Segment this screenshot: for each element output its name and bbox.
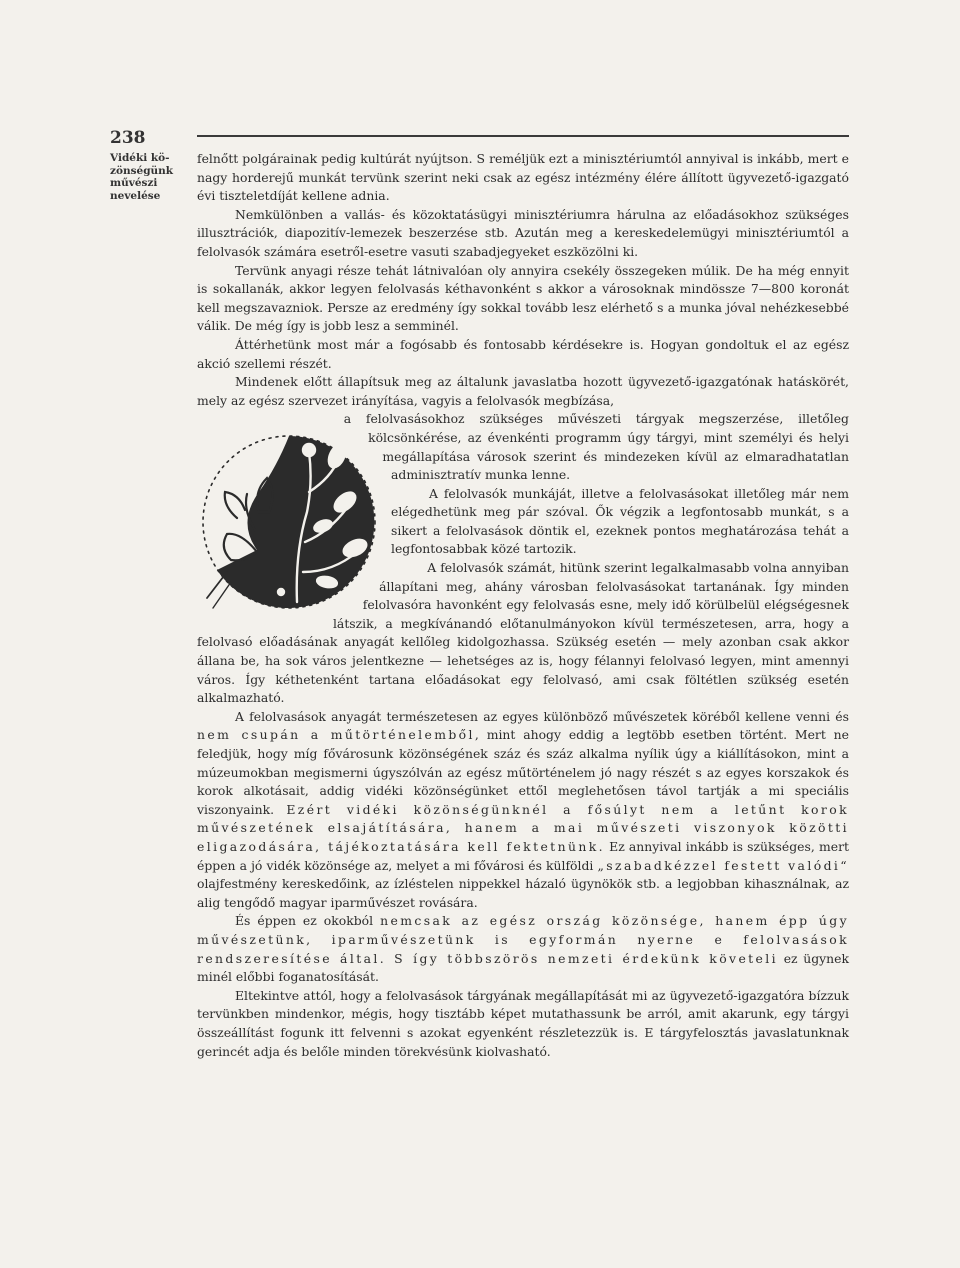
text-run: Ez annyival inkább is szükséges, mert éppen a jó vidék közönsége az, melyet a mi fővárosi és külföldi — [197, 838, 849, 873]
body-text — [197, 150, 849, 1061]
emphasis-spaced: nemcsak az egész ország közönsége, hanem épp úgy művészetünk, iparművészetünk is egyformán nyerne e felolvasások rendszeresítése által. S így többszörös nemzeti érdekünk követeli — [197, 913, 849, 966]
paragraph — [197, 912, 849, 986]
paragraph: a felolvasásokhoz szükséges művészeti tárgyak megszerzése, illetőleg kölcsönkérése, az évenkénti programm úgy tárgyi, mint személyi és helyi megállapítása városok szerint és mindezeken kívül az elmaradhatatlan adminisztratív munka lenne. — [343, 411, 849, 483]
paragraph: Eltekintve attól, hogy a felolvasások tárgyának megállapítását mi az ügyvezető-igazgatóra bízzuk tervünkben mindenkor, mégis, hogy tisztább képet mutathassunk be arról, amit akarunk, egy tárgyi összeállítást fogunk itt felvenni s azokat egyenként részletezzük is. E tárgyfelosztás javaslatunknak gerincét adja és belőle minden törekvésünk kiolvasható. — [197, 987, 849, 1059]
header-rule — [197, 135, 849, 137]
text-run: olajfestmény kereskedőink, az ízléstelen nippekkel házaló ügynökök stb. a legjobban kihasználnak, az alig tengődő magyar iparművészet rovására. — [197, 876, 849, 910]
emphasis-spaced: Ezért vidéki közönségünknél a fősúlyt nem a letűnt korok művészetének elsajátítására, hanem a mai művészeti viszonyok közötti eligazodására, tájékoztatására kell fektetnünk. — [197, 801, 849, 854]
paragraph: Tervünk anyagi része tehát látnivalóan oly annyira csekély összegeken múlik. De ha még ennyit is sokallanák, akkor legyen felolvasás kéthavonként s akkor a városoknak mindössze 7—800 koronát kell megszavazniok. Persze az eredmény így sokkal tovább lesz elérhető s a munka jóval nehézkesebbé válik. De még így is jobb lesz a semminél. — [197, 262, 849, 334]
text-run: A felolvasások anyagát természetesen az egyes különböző művészetek köréből kellene venni és — [235, 708, 849, 724]
paragraph: Áttérhetünk most már a fogósabb és fontosabb kérdésekre is. Hogyan gondoltuk el az egész akció szellemi részét. — [197, 336, 849, 371]
margin-note-line: Vidéki kö- — [110, 152, 170, 164]
text-run: ez ügynek minél előbbi foganatosítását. — [197, 950, 849, 985]
emphasis-spaced: „szabadkézzel festett valódi“ — [597, 857, 849, 873]
paragraph: felnőtt polgárainak pedig kultúrát nyújtson. S reméljük ezt a minisztériumtól annyival is inkább, mert e nagy horderejű munkát tervünk szerint neki csak az egész intézmény élére állított ügyvezető-igazgató évi tiszteletdíját kellene adnia. — [197, 151, 849, 204]
paragraph: A felolvasók munkáját, illetve a felolvasásokat illetőleg már nem elégedhetünk meg pár szóval. Ők végzik a legfontosabb munkát, s a sikert a felolvasások döntik el, ezeknek pontos meghatározása tehát a legfontosabbak közé tartozik. — [391, 485, 849, 557]
margin-note-line: nevelése — [110, 189, 161, 202]
floral-vignette-icon — [197, 422, 379, 622]
paragraph: Nemkülönben a vallás- és közoktatásügyi minisztériumra hárulna az előadásokhoz szükséges illusztrációk, diapozitív-lemezek beszerzése stb. Azután meg a kereskedelemügyi minisztériumtól a felolvasók számára esetről-esetre vasuti szabadjegyeket eszközölni ki. — [197, 206, 849, 259]
page-number: 238 — [110, 128, 146, 148]
emphasis-spaced: nem csupán a műtörténelemből — [197, 727, 475, 743]
margin-note-line: művészi — [110, 177, 158, 189]
paragraph: A felolvasók számát, hitünk szerint legalkalmasabb volna annyiban állapítani meg, ahány városban felolvasásokat tartanának. Így minden felolvasóra havonként egy felolvasás esne, mely idő körülbelül elégségesnek látszik, a megkívánandó előtanulmányokon kívül természetesen, arra, hogy a felolvasó előadásának anyagát kellőleg kidolgozhassa. Szükség esetén — mely azonban csak akkor állana be, ha sok város jelentkezne — lehetséges az is, hogy félannyi felolvasó legyen, mint amennyi város. Így kéthetenként tartana előadásokat egy felolvasó, ami csak föltétlen szükség esetén alkalmazható. — [197, 560, 849, 706]
paragraph — [197, 708, 849, 913]
margin-note — [110, 152, 190, 202]
text-run: , mint ahogy eddig a legtöbb esetben történt. Mert ne feledjük, hogy míg fővárosunk közönségének száz és száz alkalma nyílik úgy a kiállításokon, mint a múzeumokban megismerni úgyszólván az egész műtörténelem jó nagy részét s az egyes korszakok és korok alkotásait, addig vidéki közönségünket ettől meglehetősen távol tartják a mi speciális viszonyaink. — [197, 727, 849, 817]
paragraph: Mindenek előtt állapítsuk meg az általunk javaslatba hozott ügyvezető-igazgatónak hatáskörét, mely az egész szervezet irányítása, vagyis a felolvasók megbízása, — [197, 374, 849, 408]
margin-note-line: zönségünk — [110, 164, 174, 177]
text-run: És éppen ez okokból — [235, 913, 381, 929]
